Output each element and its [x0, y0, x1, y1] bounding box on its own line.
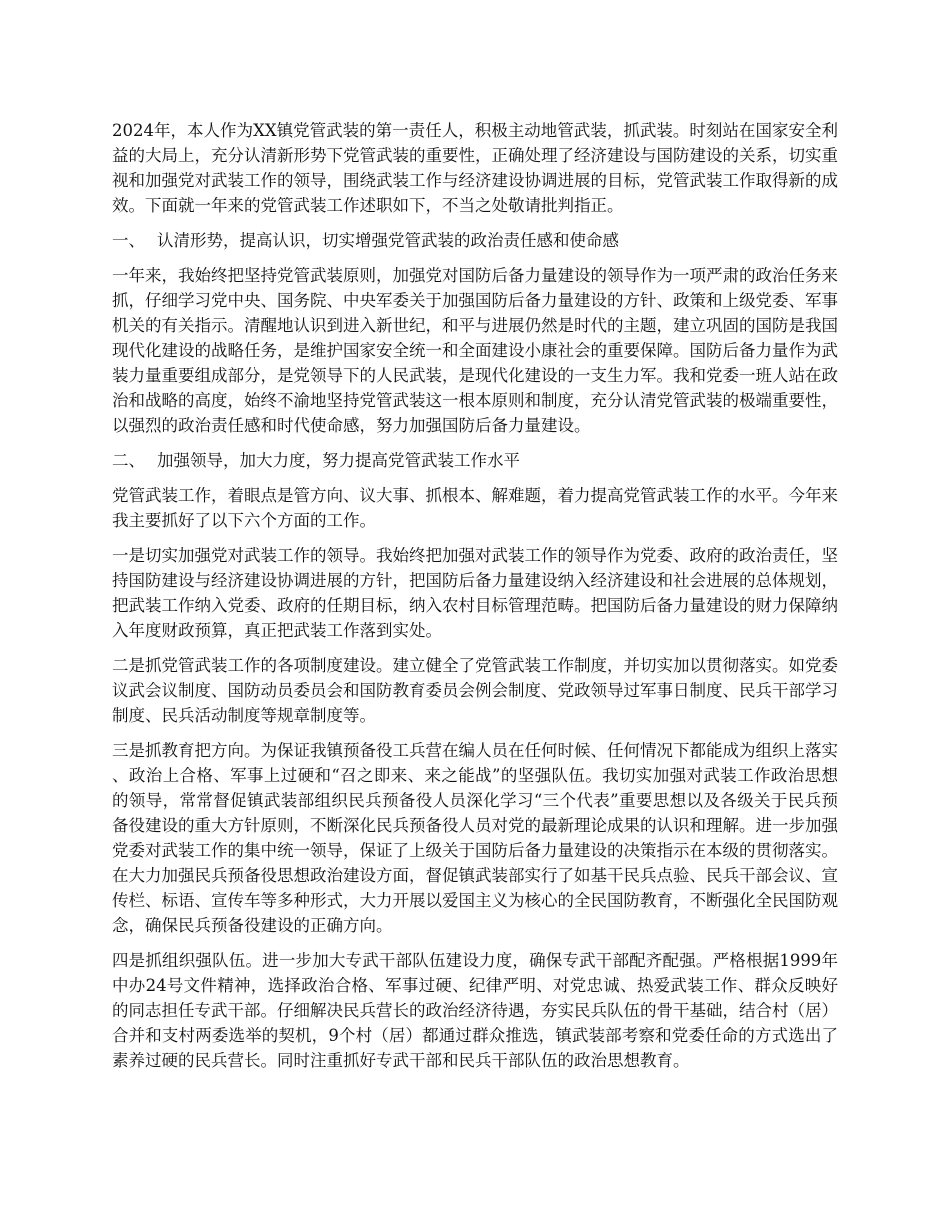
- section-title: 加强领导，加大力度，努力提高党管武装工作水平: [157, 451, 520, 470]
- body-paragraph: 一年来，我始终把坚持党管武装原则，加强党对国防后备力量建设的领导作为一项严肃的政治任务来抓，仔细学习党中央、国务院、中央军委关于加强国防后备力量建设的方针、政策和上级党委、军事机关的有关指示。清醒地认识到进入新世纪，和平与进展仍然是时代的主题，建立巩固的国防是我国现代化建设的战略任务，是维护国家安全统一和全面建设小康社会的重要保障。国防后备力量作为武装力量重要组成部分，是党领导下的人民武装，是现代化建设的一支生力军。我和党委一班人站在政治和战略的高度，始终不渝地坚持党管武装这一根本原则和制度，充分认清党管武装的极端重要性，以强烈的政治责任感和时代使命感，努力加强国防后备力量建设。: [112, 266, 838, 435]
- section-title: 认清形势，提高认识，切实增强党管武装的政治责任感和使命感: [157, 231, 619, 250]
- body-paragraph: 一是切实加强党对武装工作的领导。我始终把加强对武装工作的领导作为党委、政府的政治责任，坚持国防建设与经济建设协调进展的方针，把国防后备力量建设纳入经济建设和社会进展的总体规划，把武装工作纳入党委、政府的任期目标，纳入农村目标管理范畴。把国防后备力量建设的财力保障纳入年度财政预算，真正把武装工作落到实处。: [112, 546, 838, 640]
- section-number: 二、: [112, 451, 145, 470]
- body-paragraph: 党管武装工作，着眼点是管方向、议大事、抓根本、解难题，着力提高党管武装工作的水平。今年来我主要抓好了以下六个方面的工作。: [112, 486, 838, 530]
- section-heading-2: [112, 448, 838, 473]
- section-number: 一、: [112, 231, 145, 250]
- body-paragraph: 三是抓教育把方向。为保证我镇预备役工兵营在编人员在任何时候、任何情况下都能成为组织上落实、政治上合格、军事上过硬和“召之即来、来之能战”的坚强队伍。我切实加强对武装工作政治思想的领导，常常督促镇武装部组织民兵预备役人员深化学习“三个代表”重要思想以及各级关于民兵预备役建设的重大方针原则，不断深化民兵预备役人员对党的最新理论成果的认识和理解。进一步加强党委对武装工作的集中统一领导，保证了上级关于国防后备力量建设的决策指示在本级的贯彻落实。在大力加强民兵预备役思想政治建设方面，督促镇武装部实行了如基干民兵点验、民兵干部会议、宣传栏、标语、宣传车等多种形式，大力开展以爱国主义为核心的全民国防教育，不断强化全民国防观念，确保民兵预备役建设的正确方向。: [112, 741, 838, 935]
- body-paragraph: 四是抓组织强队伍。进一步加大专武干部队伍建设力度，确保专武干部配齐配强。严格根据1999年中办24号文件精神，选择政治合格、军事过硬、纪律严明、对党忠诚、热爱武装工作、群众反映好的同志担任专武干部。仔细解决民兵营长的政治经济待遇，夯实民兵队伍的骨干基础，结合村（居）合并和支村两委选举的契机，9个村（居）都通过群众推选，镇武装部考察和党委任命的方式选出了素养过硬的民兵营长。同时注重抓好专武干部和民兵干部队伍的政治思想教育。: [112, 951, 838, 1070]
- intro-paragraph: 2024年，本人作为XX镇党管武装的第一责任人，积极主动地管武装，抓武装。时刻站在国家安全利益的大局上，充分认清新形势下党管武装的重要性，正确处理了经济建设与国防建设的关系，切实重视和加强党对武装工作的领导，围绕武装工作与经济建设协调进展的目标，党管武装工作取得新的成效。下面就一年来的党管武装工作述职如下，不当之处敬请批判指正。: [112, 121, 838, 215]
- body-paragraph: 二是抓党管武装工作的各项制度建设。建立健全了党管武装工作制度，并切实加以贯彻落实。如党委议武会议制度、国防动员委员会和国防教育委员会例会制度、党政领导过军事日制度、民兵干部学习制度、民兵活动制度等规章制度等。: [112, 656, 838, 725]
- section-heading-1: [112, 228, 838, 253]
